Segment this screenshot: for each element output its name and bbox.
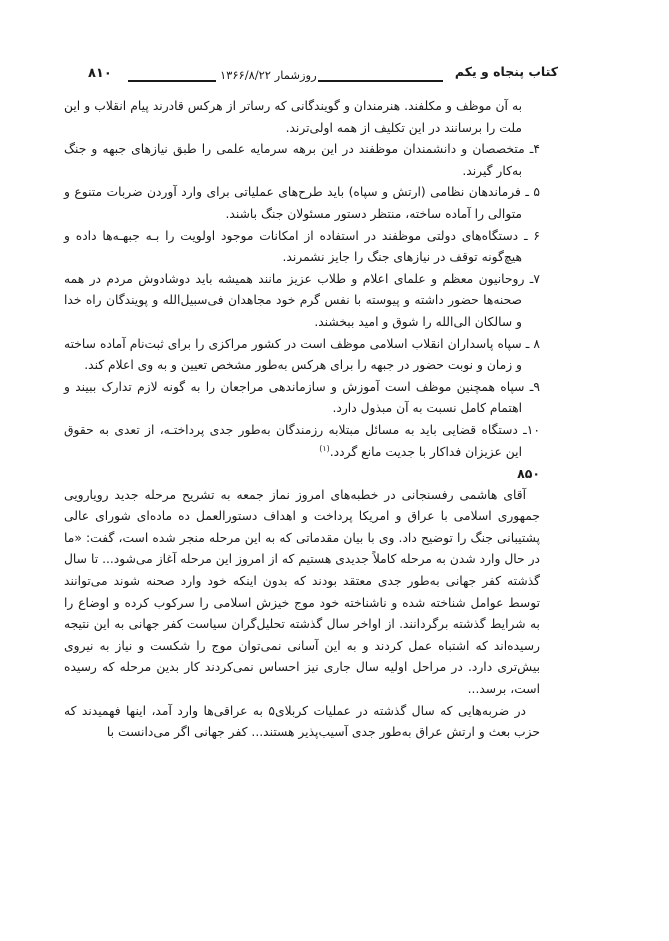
page-body — [64, 96, 540, 744]
list-item: ۶ ـ دستگاه‌های دولتی موظفند در استفاده از امکانات موجود اولویت را بـه جبهـه‌ها داده و هیچ‌گونه توقف در نیازهای جنگ را جایز نشمرند. — [64, 228, 540, 265]
section-number: ۸۵۰ — [517, 466, 540, 482]
page-number: ۸۱۰ — [88, 66, 112, 81]
page-header — [88, 64, 558, 86]
list-item: به آن موظف و مکلفند. هنرمندان و گویندگانی که رساتر از هرکس قادرند پیام انقلاب و این ملت را برسانند در این تکلیف از همه اولی‌ترند. — [64, 99, 522, 135]
list-item: ۵ ـ فرماندهان نظامی (ارتش و سپاه) باید طرح‌های عملیاتی برای وارد آوردن ضربات متنوع و متوالی را آماده ساخته، منتظر دستور مسئولان جنگ باشند. — [64, 185, 540, 221]
footnote-marker: (۱) — [319, 443, 330, 453]
body-paragraph: آقای هاشمی رفسنجانی در خطبه‌های امروز نماز جمعه به تشریح مرحله جدید رویارویی جمهوری اسلامی با عراق و امریکا پرداخت و اهداف دستورالعمل ده ماده‌ای شورای عالی پشتیبانی جنگ را توضیح داد. وی با بیان مقدماتی که به این مرحله منجر شده است، گفت: «ما در حال وارد شدن به مرحله کاملاً جدیدی هستیم که از امروز این مرحله آغاز می‌شود... تا سال گذشته کفر جهانی به‌طور جدی معتقد بودند که بدون اینکه خود وارد صحنه شوند می‌توانند توسط عوامل شناخته شده و ناشناخته خود موج خیزش اسلامی را سرکوب کرده و اوضاع را به شرایط گذشته برگردانند. از اواخر سال گذشته تحلیل‌گران سیاست کفر جهانی به این نتیجه رسیده‌اند که اشتباه عمل کردند و به این آسانی نمی‌توان موج را شکست و نیاز به نیروی بیش‌تری دارد. در مراحل اولیه سال جاری نیز احساس نمی‌کردند کار بدین مرحله که رسیده است، برسد... — [64, 487, 540, 697]
book-title: کتاب پنجاه و یکم — [454, 64, 558, 79]
list-item: ۴ـ متخصصان و دانشمندان موظفند در این برهه سرمایه علمی را طبق نیازهای جبهه و جنگ به‌کار گیرند. — [64, 142, 540, 178]
header-rule — [318, 80, 443, 83]
header-date: روزشمار ۱۳۶۶/۸/۲۲ — [220, 68, 317, 82]
list-item: ۹ـ سپاه همچنین موظف است آموزش و سازماندهی مراجعان را به گونه لازم تدارک ببیند و اهتمام کامل نسبت به آن مبذول دارد. — [64, 379, 540, 416]
header-rule — [128, 80, 216, 83]
list-item: ۷ـ روحانیون معظم و علمای اعلام و طلاب عزیز مانند همیشه باید دوشادوش مردم در همه صحنه‌ها حضور داشته و پیوسته با نفس گرم خود مجاهدان فی‌سبیل‌الله و پویندگان راه خدا و سالکان الی‌الله را شوق و امید ببخشند. — [64, 271, 540, 329]
list-item: ۱۰ـ دستگاه قضایی باید به مسائل مبتلابه رزمندگان به‌طور جدی پرداختـه، از تعدی به حقوق این عزیزان فداکار با جدیت مانع گردد.$^{(۱)}$ — [64, 422, 540, 459]
body-paragraph: در ضربه‌هایی که سال گذشته در عملیات کربلای۵ به عراقی‌ها وارد آمد، اینها فهمیدند که حزب بعث و ارتش عراق به‌طور جدی آسیب‌پذیر هستند... کفر جهانی اگر می‌دانست با — [64, 703, 540, 740]
list-item: ۸ ـ سپاه پاسداران انقلاب اسلامی موظف است در کشور مراکزی را برای ثبت‌نام آماده ساخته و زمان و نوبت حضور در جبهه را برای هرکس به‌طور مشخص تعیین و به وی اعلام کند. — [64, 336, 540, 373]
